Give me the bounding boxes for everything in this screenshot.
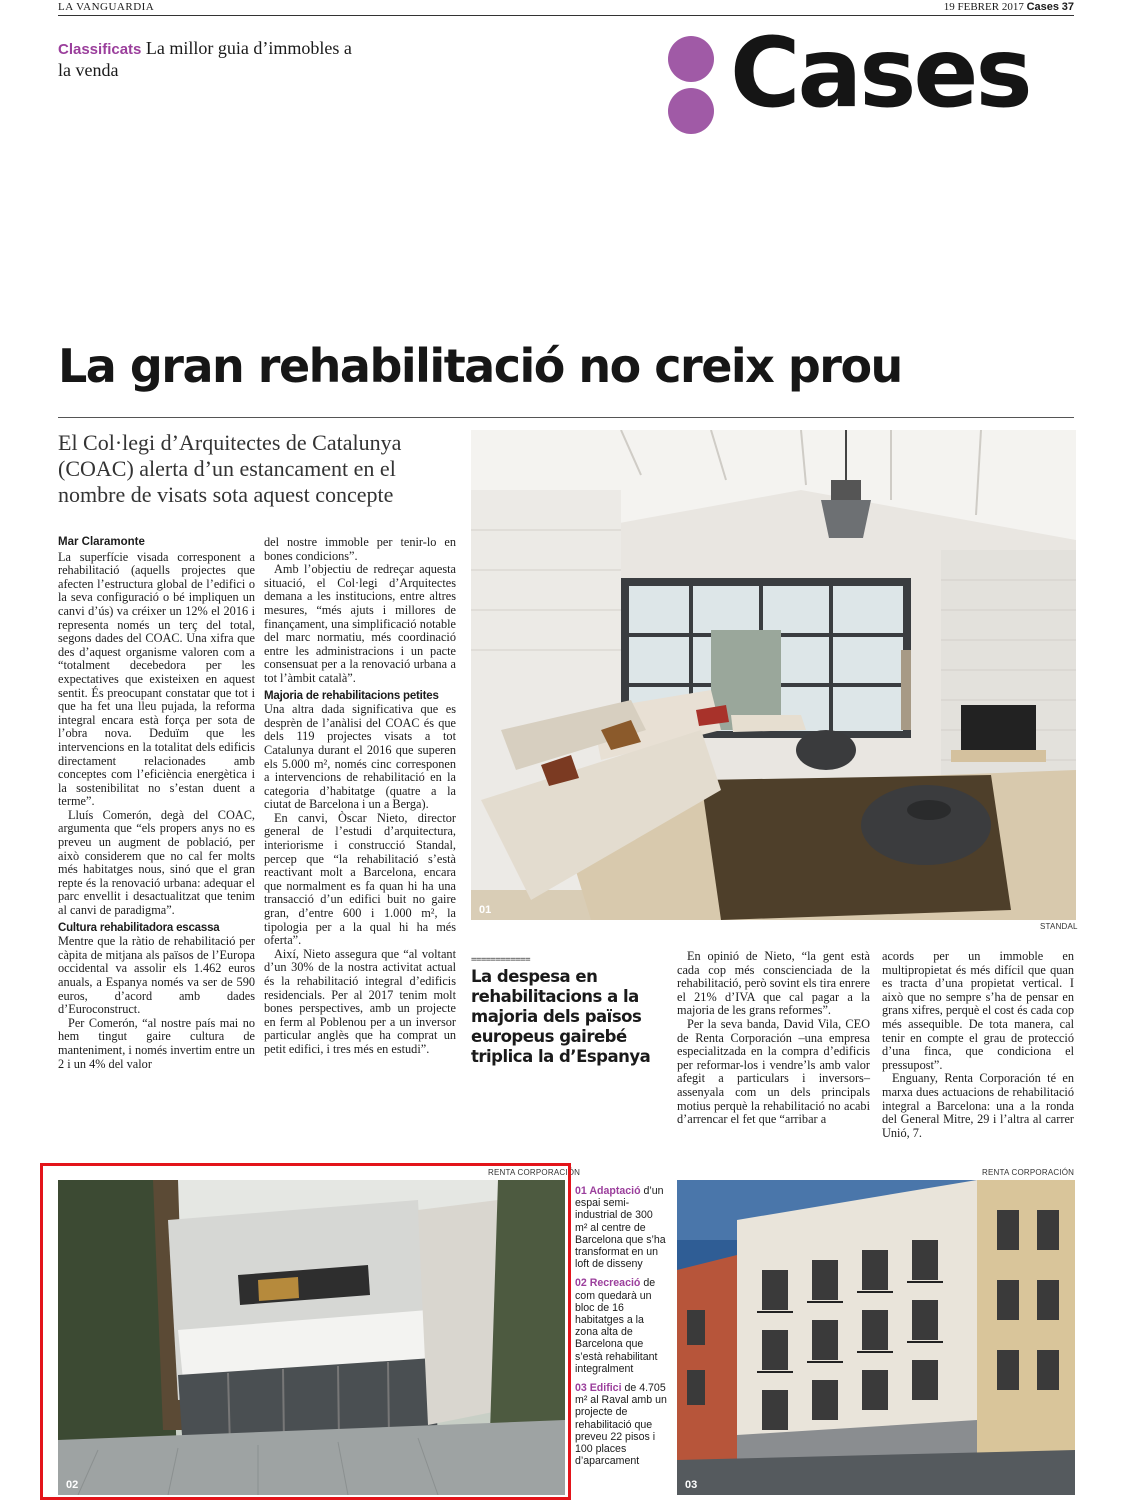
brand-word: Cases [730,17,1030,129]
photo-credit: RENTA CORPORACIÓN [982,1168,1075,1177]
caption-label: 01 Adaptació [575,1185,641,1197]
paragraph: En opinió de Nieto, “la gent està cada cop més conscienciada de la rehabilitació, però sovint els tira enrere el 21% d’IVA que cal pagar a la majoria de les grans reformes”. [677,949,870,1018]
caption-label: 03 Edifici [575,1382,622,1395]
caption-text: de com quedarà un bloc de 16 habitatges a la zona alta de Barcelona que s’està rehabilitant integralment [575,1277,658,1375]
classifieds-tag: Classificats [58,41,142,58]
paragraph: acords per un immoble en multipropietat és més difícil que quan es tracta d’una propietat vertical. I això que no sempre s’ha de pensar en grans xifres, perquè el cost és cada cop més assequible. De tota manera, cal tenir en compte el grau de protecció d’una finca, que condiciona el pressupost”. [882,949,1074,1072]
paragraph: Lluís Comerón, degà del COAC, argumenta que “els propers anys no es preveu un augment de població, per això considerem que no cal fer molts més habitatges nous, sinó que el gran repte és la renovació urbana: adequar el parc envellit i desactualitzat que tenim al canvi de paradigma”. [58,807,255,918]
section-brand [668,17,1078,130]
paragraph: Per la seva banda, David Vila, CEO de Renta Corporación –una empresa especialitzada en la compra d’edificis per reformar-los i vendre’ls amb valor afegit a particulars i inversors– assenyala com un dels principals motius perquè la rehabilitació no acabi d’arrencar el fet que “arribar a [677,1016,870,1127]
paragraph: Enguany, Renta Corporación té en marxa dues actuacions de rehabilitació integral a Barcelona: una a la ronda del General Mitre, 29 i l’altra al carrer Unió, 7. [882,1071,1074,1140]
article-column-4 [677,950,870,1127]
photo-raval-building [677,1180,1075,1495]
paragraph: La superfície visada corresponent a rehabilitació (aquells projectes que afecten l’estructura global de l’edifici o la seva configuració o bé impliquen un canvi d’ús) va créixer un 12% el 2016 i representa només un terç del total, segons dades del COAC. Una xifra que des d’aquest organisme valoren com a “totalment decebedora per les expectatives que existeixen en aquest sentit. És preocupant constatar que tot i que ha fet una lleu pujada, la reforma integral encara està força per sota de l’obra nova. Deduïm que les intervencions en la totalitat dels edificis directament relacionades amb conceptes com l’eficiència energètica i la sostenibilitat no s’estan duent a terme”. [58,549,255,809]
photo-credit: RENTA CORPORACIÓN [488,1168,581,1177]
caption-item [575,1382,667,1467]
photo-number: 02 [66,1479,79,1491]
photo-captions [575,1185,667,1474]
section-name: Cases [1026,1,1059,13]
headline: La gran rehabilitació no creix prou [58,339,902,393]
loft-illustration [471,430,1076,920]
section-heading: Majoria de rehabilitacions petites [264,689,439,702]
paragraph: En canvi, Òscar Nieto, director general de l’estudi d’arquitectura, interiorisme i construcció Standal, percep que “la rehabilitació s’està reactivant molt a Barcelona, encara que normalment es fa quan hi ha una transacció d’un edifici buit no gaire gran, d’entre 600 i 1.000 m², la tipologia per a la qual hi ha més oferta”. [264,810,456,948]
headline-rule [58,417,1074,418]
date-page [944,1,1074,13]
photo-number: 01 [479,904,492,916]
publication-name: LA VANGUARDIA [58,1,155,13]
raval-building-illustration [677,1180,1075,1495]
pull-quote-text: La despesa en rehabilitacions a la majoria dels països europeus gairebé triplica la d’Espanya [471,967,651,1066]
section-heading: Cultura rehabilitadora escassa [58,921,220,934]
classifieds-teaser [58,38,358,80]
article-column-2 [264,536,456,1057]
photo-loft-interior [471,430,1076,920]
pull-quote-rule: ============ [471,955,531,965]
pull-quote [471,955,667,1067]
issue-date: 19 FEBRER 2017 [943,1,1024,13]
paragraph: Una altra dada significativa que es desprèn de l’anàlisi del COAC és que dels 119 projectes visats a tot Catalunya durant el 2016 que superen els 5.000 m², només cinc corresponen a intervencions de rehabilitació en la categoria d’habitatge (quatre a la ciutat de Barcelona i un a Berga). [264,702,456,812]
byline: Mar Claramonte [58,536,145,548]
brand-dot-top [668,36,714,82]
caption-item [575,1277,667,1375]
classifieds-text: La millor guia d’immobles a la venda [58,38,352,80]
brand-dot-bottom [668,88,714,134]
caption-item [575,1185,667,1270]
running-header [58,0,1074,16]
highlight-box [40,1163,571,1500]
article-column-5 [882,950,1074,1140]
paragraph: Així, Nieto assegura que “al voltant d’un 30% de la nostra activitat actual és la rehabilitació integral d’edificis residencials. Per al 2017 tenim molt bones perspectives, amb un projecte en ferm al Poblenou per a un inversor particular anglès que ha comprat un petit edifici, i tres més en estudi”. [264,946,456,1056]
subhead: El Col·legi d’Arquitectes de Catalunya (COAC) alerta d’un estancament en el nombre de visats sota aquest concepte [58,430,402,507]
page-number: 37 [1061,1,1074,13]
caption-text: de 4.705 m² al Raval amb un projecte de rehabilitació que preveu 22 pisos i 100 places d’aparcament [575,1382,667,1468]
article-column-1 [58,536,255,1071]
caption-text: d’un espai semi-industrial de 300 m² al centre de Barcelona que s’ha transformat en un loft de disseny [575,1185,666,1271]
paragraph: Amb l’objectiu de redreçar aquesta situació, el Col·legi d’Arquitectes demana a les institucions, entre altres mesures, “més ajuts i millores de finançament, una simplificació notable del marc normatiu, més coordinació entre les administracions i un pacte consensuat per a la renovació urbana a tot l’àmbit català”. [264,562,456,685]
photo-credit: STANDAL [1040,922,1078,931]
paragraph: Per Comerón, “al nostre país mai no hem tingut gaire cultura de manteniment, i només invertim entre un 2 i un 4% del valor [58,1015,255,1071]
caption-label: 02 Recreació [575,1277,641,1290]
paragraph: del nostre immoble per tenir-lo en bones condicions”. [264,535,456,563]
photo-number: 03 [685,1479,698,1491]
paragraph: Mentre que la ràtio de rehabilitació per càpita de mitjana als països de l’Europa occidental va assolir els 1.462 euros anuals, a Espanya només va ser de 590 euros, d’acord amb dades d’Euroconstruct. [58,934,255,1017]
